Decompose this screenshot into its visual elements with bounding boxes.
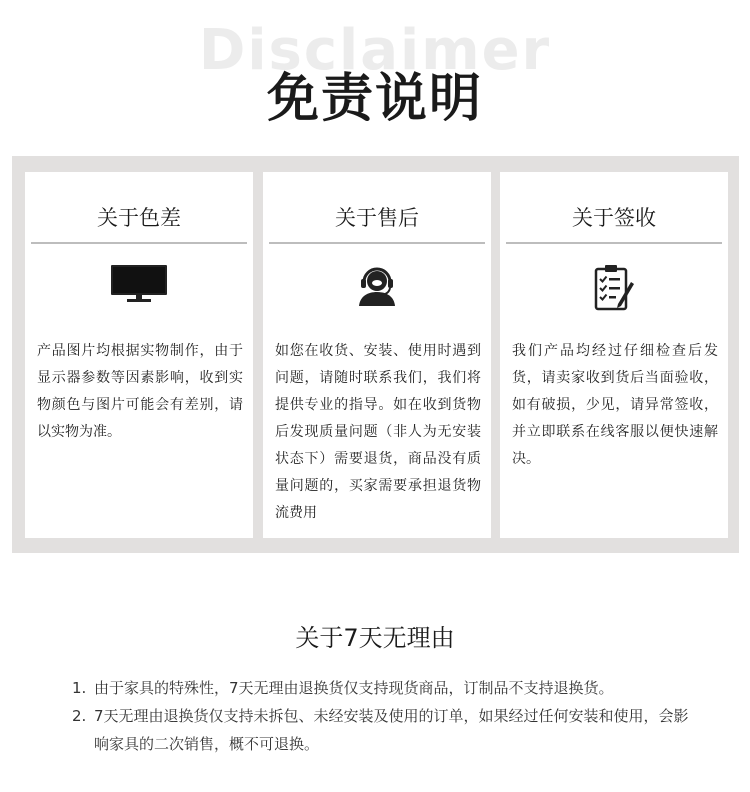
monitor-icon (109, 264, 169, 304)
list-item (72, 702, 702, 758)
checklist-icon (594, 264, 634, 312)
card-text: 产品图片均根据实物制作，由于显示器参数等因素影响，收到实物颜色与图片可能会有差别，请以实物为准。 (37, 343, 243, 440)
card-divider (506, 242, 722, 244)
list-number: 2. (72, 707, 87, 725)
list-number: 1. (72, 679, 87, 697)
page-title: 免责说明 (266, 69, 483, 129)
customer-service-icon (355, 264, 399, 308)
card-title: 关于售后 (335, 206, 419, 230)
card-divider (269, 242, 485, 244)
header (0, 0, 750, 150)
list-text: 由于家具的特殊性，7天无理由退换货仅支持现货商品，订制品不支持退换货。 (94, 679, 614, 697)
list-item (72, 674, 702, 702)
sign-for-card (500, 172, 728, 538)
returns-list (72, 674, 702, 758)
list-text: 7天无理由退换货仅支持未拆包、未经安装及使用的订单，如果经过任何安装和使用，会影响家具的二次销售，概不可退换。 (94, 707, 689, 753)
card-divider (31, 242, 247, 244)
after-sales-card (263, 172, 491, 538)
card-text: 如您在收货、安装、使用时遇到问题，请随时联系我们，我们将提供专业的指导。如在收到货物后发现质量问题（非人为无安装状态下）需要退货，商品没有质量问题的，买家需要承担退货物流费用 (275, 343, 481, 521)
card-title: 关于签收 (572, 206, 656, 230)
card-text: 我们产品均经过仔细检查后发货，请卖家收到货后当面验收，如有破损，少见，请异常签收，并立即联系在线客服以便快速解决。 (512, 343, 718, 467)
info-panel (12, 156, 739, 553)
watermark-text: Disclaimer (198, 18, 552, 83)
color-difference-card (25, 172, 253, 538)
card-title: 关于色差 (97, 206, 181, 230)
returns-title: 关于7天无理由 (295, 624, 455, 652)
